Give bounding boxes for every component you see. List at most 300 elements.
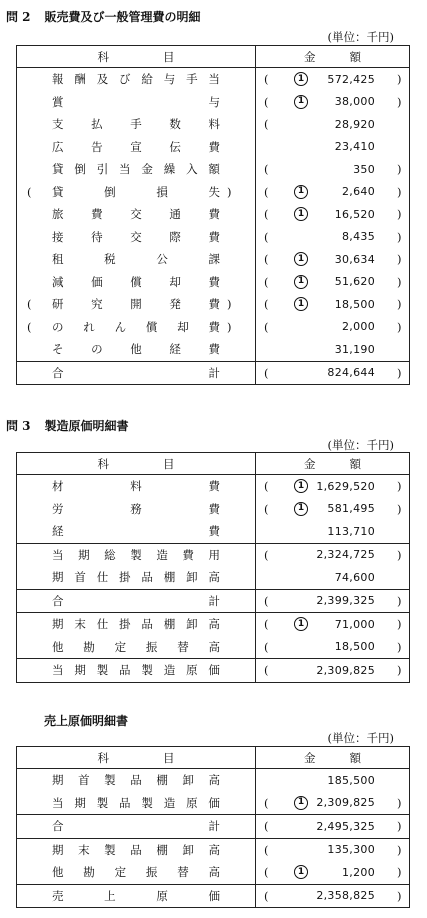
amount-value: 38,000	[334, 95, 375, 109]
label-char: 振	[145, 865, 158, 880]
label-char: 費	[208, 297, 220, 312]
amount-close-paren: )	[397, 819, 402, 834]
label-char: 価	[91, 274, 103, 289]
label-char: 上	[104, 888, 116, 903]
header-kingaku-1: 金	[304, 456, 316, 471]
table-row	[17, 248, 409, 271]
amount-close-paren: )	[397, 617, 402, 632]
label-char: 及	[96, 72, 109, 87]
item-label	[52, 338, 220, 361]
label-char: 数	[169, 117, 181, 132]
amount-cell	[256, 566, 409, 589]
label-char: 定	[114, 639, 127, 654]
item-cell	[17, 885, 256, 908]
table-row	[17, 838, 409, 862]
amount-open-paren: (	[264, 207, 269, 222]
circled-one-mark: 1	[294, 95, 308, 109]
table-row	[17, 113, 409, 136]
amount-cell	[256, 475, 409, 498]
item-label	[52, 248, 220, 271]
amount-close-paren: )	[397, 842, 402, 857]
label-char: 掛	[119, 617, 131, 632]
label-char: 失	[208, 184, 220, 199]
amount-close-paren: )	[397, 479, 402, 494]
amount-close-paren: )	[397, 593, 402, 608]
label-char: 費	[208, 342, 220, 357]
amount-close-paren: )	[397, 865, 402, 880]
header-kamoku-1: 科	[97, 750, 109, 765]
section4-unit: (単位：千円)	[327, 731, 394, 745]
amount-open-paren: (	[264, 184, 269, 199]
item-label	[52, 636, 220, 659]
label-char: 造	[163, 663, 176, 678]
label-open-paren: (	[27, 184, 32, 199]
amount-cell	[256, 338, 409, 361]
label-char: 定	[114, 865, 127, 880]
amount-value: 18,500	[334, 297, 375, 311]
label-char: 卸	[182, 773, 194, 788]
item-cell	[17, 68, 256, 91]
circled-one-mark: 1	[294, 796, 308, 810]
amount-close-paren: )	[397, 207, 402, 222]
table-row	[17, 293, 409, 316]
item-label	[52, 861, 220, 884]
label-char: 貸	[52, 184, 64, 199]
label-char: 酬	[74, 72, 86, 87]
label-char: 製	[130, 547, 142, 562]
item-cell	[17, 659, 256, 682]
amount-close-paren: )	[397, 297, 402, 312]
label-close-paren: )	[227, 184, 232, 199]
amount-cell	[256, 91, 409, 114]
amount-open-paren: (	[264, 865, 269, 880]
label-char: 金	[141, 162, 153, 177]
amount-value: 2,000	[342, 320, 375, 334]
label-char: 品	[119, 663, 131, 678]
table-row	[17, 769, 409, 792]
amount-close-paren: )	[397, 795, 402, 810]
label-char: 高	[208, 639, 220, 654]
label-char: 期	[74, 795, 86, 810]
amount-close-paren: )	[397, 252, 402, 267]
amount-value: 2,640	[342, 185, 375, 199]
label-char: 首	[78, 773, 90, 788]
amount-open-paren: (	[264, 229, 269, 244]
label-char: 棚	[163, 617, 176, 632]
table-row	[17, 498, 409, 521]
label-char: 給	[141, 72, 153, 87]
section3-heading: 製造原価明細書	[44, 419, 129, 433]
label-char: 当	[52, 663, 64, 678]
total-row	[17, 361, 409, 385]
table-header	[17, 747, 409, 769]
section4-title	[44, 712, 128, 729]
amount-value: 2,324,725	[316, 548, 375, 562]
label-char: 報	[52, 72, 64, 87]
label-char: 棚	[163, 570, 176, 585]
label-char: 償	[145, 319, 158, 334]
item-cell	[17, 475, 256, 498]
amount-open-paren: (	[264, 663, 269, 678]
label-char: 期	[52, 570, 64, 585]
amount-cell	[256, 839, 409, 862]
label-char: 売	[52, 888, 64, 903]
table-row	[17, 271, 409, 294]
label-char: 製	[141, 663, 153, 678]
amount-close-paren: )	[397, 274, 402, 289]
label-char: 伝	[169, 139, 181, 154]
label-char: 製	[96, 663, 109, 678]
label-char: 造	[163, 795, 176, 810]
label-char: 公	[156, 252, 168, 267]
label-char: 経	[52, 524, 64, 539]
amount-cell	[256, 203, 409, 226]
cost-of-sales-table	[16, 746, 410, 908]
amount-cell	[256, 248, 409, 271]
label-char: 接	[52, 229, 64, 244]
amount-value: 135,300	[327, 843, 375, 857]
amount-value: 350	[353, 162, 375, 176]
manufacturing-cost-table	[16, 452, 410, 683]
section2-unit: (単位：千円)	[327, 30, 394, 44]
table-row	[17, 338, 409, 361]
table-row	[17, 520, 409, 543]
amount-open-paren: (	[264, 297, 269, 312]
section2-number: 問 2	[6, 10, 31, 24]
sga-table	[16, 45, 410, 385]
table-row	[17, 589, 409, 613]
label-char: 費	[208, 274, 220, 289]
amount-cell	[256, 792, 409, 815]
circled-one-mark: 1	[294, 207, 308, 221]
label-char: そ	[52, 342, 64, 357]
table-row	[17, 612, 409, 636]
table-row	[17, 884, 409, 908]
amount-open-paren: (	[264, 617, 269, 632]
label-char: 高	[208, 842, 220, 857]
table-row	[17, 636, 409, 659]
table-row	[17, 566, 409, 589]
amount-value: 1,200	[342, 865, 375, 879]
item-label	[52, 316, 220, 339]
label-char: 払	[91, 117, 103, 132]
table-row	[17, 543, 409, 567]
label-char: 勘	[83, 865, 95, 880]
amount-value: 572,425	[327, 72, 375, 86]
amount-cell	[256, 520, 409, 543]
table-header	[17, 46, 409, 68]
item-cell	[17, 839, 256, 862]
amount-close-paren: )	[397, 229, 402, 244]
table-row	[17, 203, 409, 226]
circled-one-mark: 1	[294, 617, 308, 631]
amount-cell	[256, 659, 409, 682]
item-cell	[17, 91, 256, 114]
label-char: 損	[156, 184, 168, 199]
label-char: 期	[74, 663, 86, 678]
section2-heading: 販売費及び一般管理費の明細	[44, 10, 201, 24]
label-char: 高	[208, 773, 220, 788]
label-char: 賞	[52, 94, 64, 109]
table-row	[17, 68, 409, 91]
label-char: 貸	[52, 162, 64, 177]
amount-close-paren: )	[397, 184, 402, 199]
amount-value: 16,520	[334, 207, 375, 221]
circled-one-mark: 1	[294, 865, 308, 879]
label-char: 造	[156, 547, 168, 562]
label-char: 税	[104, 252, 116, 267]
item-label	[52, 839, 220, 862]
label-char: 償	[130, 274, 142, 289]
label-char: 掛	[119, 570, 131, 585]
label-char: 倒	[104, 184, 116, 199]
item-label	[52, 203, 220, 226]
label-char: 価	[208, 663, 220, 678]
table-row	[17, 91, 409, 114]
table-row	[17, 136, 409, 159]
amount-open-paren: (	[264, 252, 269, 267]
item-cell	[17, 271, 256, 294]
label-char: 末	[78, 842, 90, 857]
amount-cell	[256, 636, 409, 659]
label-char: 期	[52, 842, 64, 857]
amount-value: 8,435	[342, 230, 375, 244]
amount-cell	[256, 613, 409, 636]
item-cell	[17, 566, 256, 589]
item-cell	[17, 136, 256, 159]
label-char: 費	[182, 547, 194, 562]
header-kamoku-2: 目	[163, 456, 175, 471]
label-char: 品	[141, 570, 153, 585]
amount-close-paren: )	[397, 365, 402, 380]
label-char: 当	[52, 547, 64, 562]
item-label	[52, 362, 220, 385]
amount-open-paren: (	[264, 72, 269, 87]
item-label	[52, 792, 220, 815]
amount-open-paren: (	[264, 117, 269, 132]
label-char: 期	[52, 773, 64, 788]
amount-value: 2,399,325	[316, 594, 375, 608]
item-label	[52, 885, 220, 908]
amount-value: 23,410	[334, 140, 375, 154]
table-row	[17, 226, 409, 249]
item-cell	[17, 248, 256, 271]
amount-value: 185,500	[327, 773, 375, 787]
label-char: 期	[52, 617, 64, 632]
label-char: 末	[74, 617, 86, 632]
item-label	[52, 271, 220, 294]
label-char: 倒	[74, 162, 86, 177]
section3-number: 問 3	[6, 419, 31, 433]
amount-cell	[256, 181, 409, 204]
label-char: 棚	[156, 842, 168, 857]
amount-value: 51,620	[334, 275, 375, 289]
amount-cell	[256, 293, 409, 316]
circled-one-mark: 1	[294, 185, 308, 199]
label-open-paren: (	[27, 297, 32, 312]
amount-cell	[256, 769, 409, 792]
amount-close-paren: )	[397, 663, 402, 678]
item-cell	[17, 293, 256, 316]
amount-value: 1,629,520	[316, 479, 375, 493]
label-char: の	[91, 342, 103, 357]
label-char: 製	[96, 795, 109, 810]
label-char: 額	[208, 162, 220, 177]
amount-close-paren: )	[397, 162, 402, 177]
label-char: 製	[141, 795, 153, 810]
item-label	[52, 769, 220, 792]
amount-value: 824,644	[327, 366, 375, 380]
label-char: 総	[104, 547, 116, 562]
amount-open-paren: (	[264, 365, 269, 380]
label-char: 他	[52, 865, 64, 880]
item-label	[52, 91, 220, 114]
amount-open-paren: (	[264, 639, 269, 654]
label-open-paren: (	[27, 319, 32, 334]
label-char: 原	[156, 888, 168, 903]
label-char: 勘	[83, 639, 95, 654]
item-label	[52, 68, 220, 91]
label-char: 費	[208, 479, 220, 494]
amount-close-paren: )	[397, 72, 402, 87]
label-char: び	[119, 72, 131, 87]
amount-open-paren: (	[264, 94, 269, 109]
table-header	[17, 453, 409, 475]
amount-close-paren: )	[397, 94, 402, 109]
table-row	[17, 181, 409, 204]
amount-open-paren: (	[264, 547, 269, 562]
label-char: 宣	[130, 139, 142, 154]
label-char: 卸	[186, 570, 198, 585]
label-char: 高	[208, 570, 220, 585]
item-label	[52, 226, 220, 249]
amount-close-paren: )	[397, 319, 402, 334]
header-kamoku-2: 目	[163, 49, 175, 64]
label-char: 告	[91, 139, 103, 154]
label-char: 与	[163, 72, 176, 87]
label-char: 支	[52, 117, 64, 132]
label-char: 繰	[163, 162, 176, 177]
label-char: 品	[130, 842, 142, 857]
label-char: 費	[208, 229, 220, 244]
label-char: 製	[104, 842, 116, 857]
circled-one-mark: 1	[294, 297, 308, 311]
label-char: 用	[208, 547, 220, 562]
amount-value: 581,495	[327, 502, 375, 516]
amount-value: 2,495,325	[316, 819, 375, 833]
header-kamoku-2: 目	[163, 750, 175, 765]
amount-cell	[256, 136, 409, 159]
label-char: 開	[130, 297, 142, 312]
label-char: 究	[91, 297, 103, 312]
header-kingaku-2: 額	[349, 750, 361, 765]
amount-value: 74,600	[334, 570, 375, 584]
label-char: 期	[78, 547, 90, 562]
label-char: 計	[208, 365, 220, 380]
amount-value: 28,920	[334, 117, 375, 131]
label-char: ん	[114, 319, 127, 334]
amount-value: 2,358,825	[316, 889, 375, 903]
amount-open-paren: (	[264, 593, 269, 608]
label-char: 労	[52, 501, 64, 516]
label-char: 替	[177, 865, 189, 880]
label-char: 費	[208, 524, 220, 539]
label-char: 与	[208, 94, 220, 109]
label-char: 合	[52, 365, 64, 380]
amount-cell	[256, 226, 409, 249]
section3-title	[6, 417, 129, 434]
item-label	[52, 544, 220, 567]
label-close-paren: )	[227, 297, 232, 312]
item-label	[52, 520, 220, 543]
section2-title	[6, 8, 201, 25]
amount-open-paren: (	[264, 888, 269, 903]
header-kingaku-1: 金	[304, 49, 316, 64]
amount-open-paren: (	[264, 162, 269, 177]
label-char: 当	[208, 72, 220, 87]
table-row	[17, 658, 409, 682]
header-kamoku-1: 科	[97, 456, 109, 471]
label-char: 却	[177, 319, 189, 334]
table-row	[17, 158, 409, 181]
item-cell	[17, 226, 256, 249]
label-char: 他	[130, 342, 142, 357]
label-char: の	[52, 319, 64, 334]
label-char: 料	[130, 479, 142, 494]
label-char: 研	[52, 297, 64, 312]
label-char: 手	[186, 72, 198, 87]
header-kingaku-2: 額	[349, 456, 361, 471]
item-cell	[17, 362, 256, 385]
label-char: 仕	[96, 617, 109, 632]
item-label	[52, 113, 220, 136]
item-cell	[17, 338, 256, 361]
amount-cell	[256, 362, 409, 385]
item-cell	[17, 544, 256, 567]
amount-value: 31,190	[334, 342, 375, 356]
circled-one-mark: 1	[294, 275, 308, 289]
label-char: 料	[208, 117, 220, 132]
label-char: 費	[91, 207, 103, 222]
label-char: 際	[169, 229, 181, 244]
label-char: 交	[130, 207, 142, 222]
label-char: れ	[83, 319, 95, 334]
amount-cell	[256, 544, 409, 567]
item-cell	[17, 636, 256, 659]
amount-cell	[256, 815, 409, 838]
table-row	[17, 814, 409, 838]
label-char: 替	[177, 639, 189, 654]
label-char: 原	[186, 663, 198, 678]
circled-one-mark: 1	[294, 502, 308, 516]
label-char: 当	[119, 162, 131, 177]
label-char: 経	[169, 342, 181, 357]
header-kingaku-2: 額	[349, 49, 361, 64]
amount-value: 30,634	[334, 252, 375, 266]
header-kingaku-1: 金	[304, 750, 316, 765]
item-label	[52, 181, 220, 204]
label-char: 棚	[156, 773, 168, 788]
amount-open-paren: (	[264, 319, 269, 334]
label-char: 費	[208, 501, 220, 516]
label-char: 振	[145, 639, 158, 654]
label-char: 計	[208, 819, 220, 834]
item-cell	[17, 316, 256, 339]
amount-open-paren: (	[264, 274, 269, 289]
item-label	[52, 136, 220, 159]
label-char: 費	[208, 319, 220, 334]
item-label	[52, 475, 220, 498]
